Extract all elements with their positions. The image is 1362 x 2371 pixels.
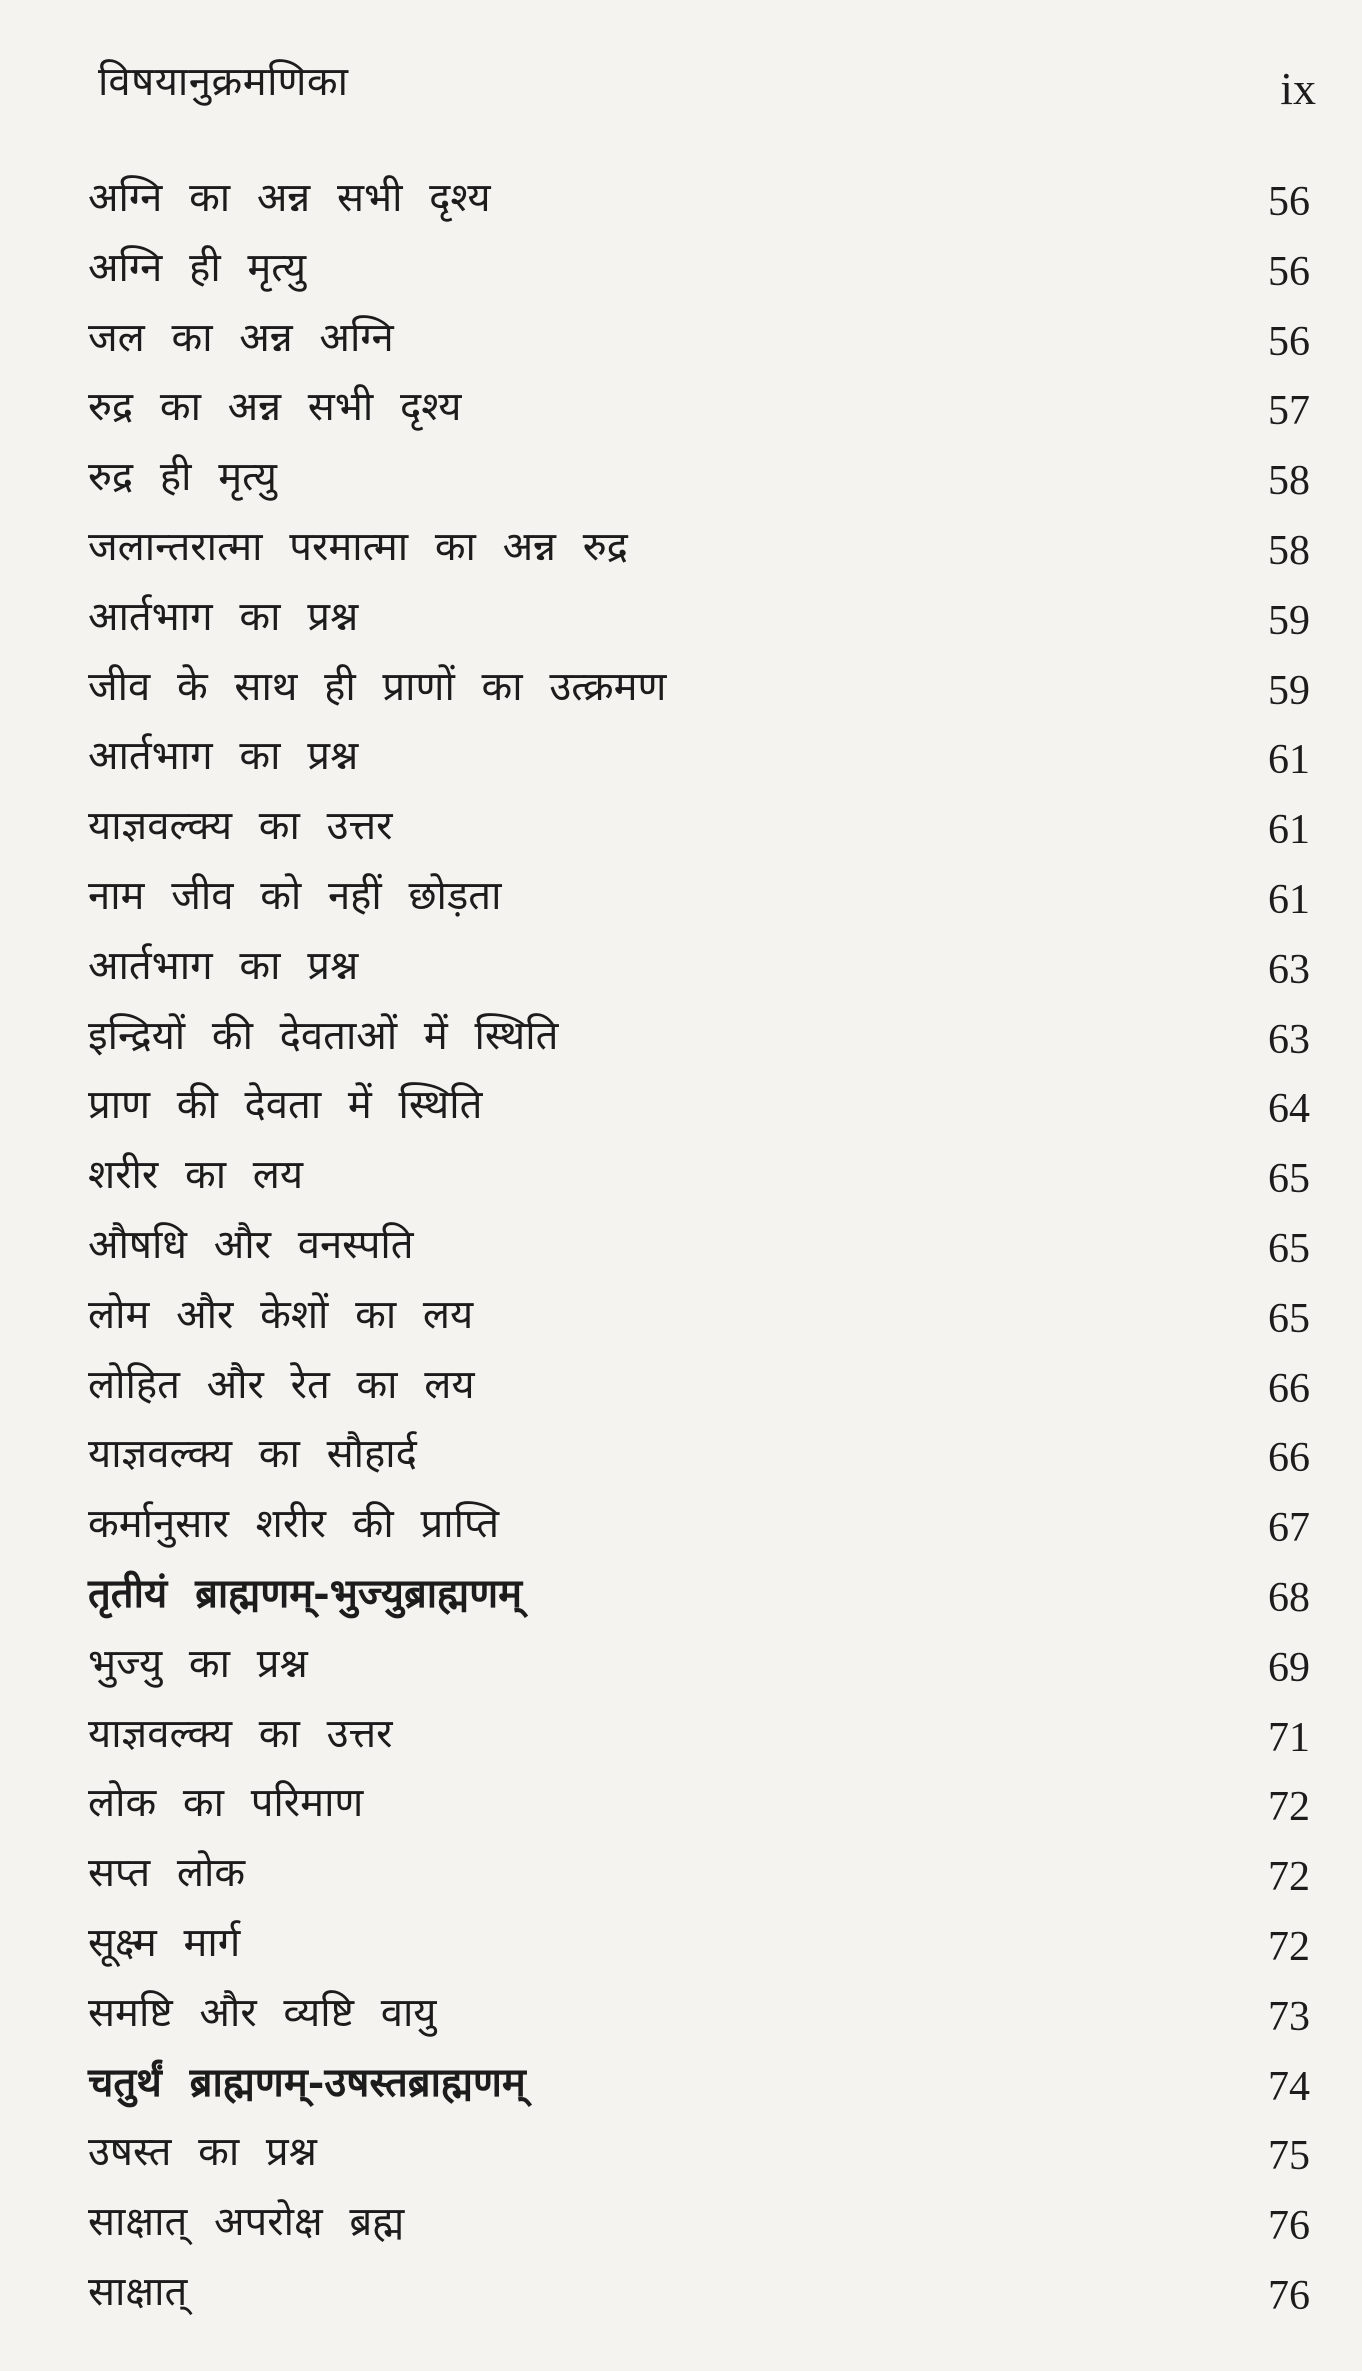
- toc-entry-page: 73: [1268, 1993, 1310, 2040]
- toc-entry-page: 56: [1268, 248, 1310, 295]
- toc-entry-page: 63: [1268, 1016, 1310, 1063]
- toc-entry-title: जीव के साथ ही प्राणों का उत्क्रमण: [88, 663, 667, 710]
- toc-entry: [88, 726, 1310, 796]
- toc-entry-title: भुज्यु का प्रश्न: [88, 1640, 308, 1687]
- toc-entry-page: 69: [1268, 1644, 1310, 1691]
- page-header-title: विषयानुक्रमणिका: [98, 59, 349, 105]
- toc-entry-title: अग्नि का अन्न सभी दृश्य: [88, 175, 491, 221]
- toc-entry-page: 56: [1268, 318, 1310, 365]
- toc-entry-title: नाम जीव को नहीं छोड़ता: [88, 872, 502, 919]
- toc-entry-title: रुद्र का अन्न सभी दृश्य: [88, 384, 462, 431]
- toc-entry-title: रुद्र ही मृत्यु: [88, 454, 277, 501]
- toc-section-heading: [88, 1564, 1310, 1634]
- toc-entry-title: याज्ञवल्क्य का उत्तर: [88, 1710, 393, 1757]
- toc-entry-page: 65: [1268, 1295, 1310, 1342]
- toc-entry-page: 64: [1268, 1086, 1310, 1133]
- toc-entry-page: 63: [1268, 946, 1310, 993]
- toc-entry: [88, 517, 1310, 587]
- toc-entry-title: सूक्ष्म मार्ग: [88, 1919, 241, 1966]
- toc-entry-title: लोम और केशों का लय: [88, 1291, 474, 1338]
- toc-entry: [88, 1704, 1310, 1774]
- toc-entry: [88, 1424, 1310, 1494]
- toc-entry: [88, 1634, 1310, 1704]
- toc-entry: [88, 2262, 1310, 2332]
- toc-entry-page: 74: [1268, 2063, 1310, 2110]
- toc-entry: [88, 1145, 1310, 1215]
- toc-entry-page: 71: [1268, 1714, 1310, 1761]
- toc-entry: [88, 866, 1310, 936]
- toc-entry: [88, 168, 1310, 238]
- toc-section-heading: [88, 2053, 1310, 2123]
- toc-entry: [88, 1983, 1310, 2053]
- toc-entry: [88, 1913, 1310, 1983]
- toc-entry-title: इन्द्रियों की देवताओं में स्थिति: [88, 1012, 559, 1059]
- toc-entry: [88, 796, 1310, 866]
- toc-entry-title: प्राण की देवता में स्थिति: [88, 1082, 483, 1129]
- toc-entry-title: साक्षात् अपरोक्ष ब्रह्म: [88, 2199, 405, 2246]
- toc-entry-page: 72: [1268, 1784, 1310, 1831]
- toc-entry-title: आर्तभाग का प्रश्न: [88, 593, 359, 640]
- toc-entry: [88, 308, 1310, 378]
- toc-entry-title: आर्तभाग का प्रश्न: [88, 942, 359, 989]
- toc-entry: [88, 1494, 1310, 1564]
- toc-entry-page: 58: [1268, 458, 1310, 505]
- toc-entry-page: 72: [1268, 1854, 1310, 1901]
- toc-entry-page: 66: [1268, 1365, 1310, 1412]
- toc-entry-page: 57: [1268, 388, 1310, 435]
- toc-entry-title: जलान्तरात्मा परमात्मा का अन्न रुद्र: [88, 523, 628, 570]
- toc-entry: [88, 936, 1310, 1006]
- toc-entry: [88, 2192, 1310, 2262]
- toc-entry: [88, 1843, 1310, 1913]
- toc-entry-page: 65: [1268, 1156, 1310, 1203]
- toc-entry-page: 61: [1268, 737, 1310, 784]
- toc-entry: [88, 1355, 1310, 1425]
- toc-entry-page: 58: [1268, 527, 1310, 574]
- toc-entry-page: 59: [1268, 667, 1310, 714]
- toc-entry: [88, 1215, 1310, 1285]
- toc-entry-title: याज्ञवल्क्य का सौहार्द: [88, 1431, 417, 1478]
- toc-entry-page: 75: [1268, 2133, 1310, 2180]
- toc-entry: [88, 1075, 1310, 1145]
- toc-entry: [88, 587, 1310, 657]
- toc-entry-page: 68: [1268, 1574, 1310, 1621]
- toc-entry: [88, 447, 1310, 517]
- toc-entry-page: 61: [1268, 876, 1310, 923]
- toc-entry-title: समष्टि और व्यष्टि वायु: [88, 1989, 437, 2036]
- toc-entry-title: तृतीयं ब्राह्मणम्-भुज्युब्राह्मणम्: [88, 1569, 523, 1617]
- toc-entry-title: शरीर का लय: [88, 1152, 304, 1199]
- toc-entry-title: आर्तभाग का प्रश्न: [88, 733, 359, 780]
- toc-entry-page: 65: [1268, 1225, 1310, 1272]
- toc-entry-page: 59: [1268, 597, 1310, 644]
- toc-entry-page: 72: [1268, 1923, 1310, 1970]
- toc-entry-page: 61: [1268, 807, 1310, 854]
- toc-entry-title: कर्मानुसार शरीर की प्राप्ति: [88, 1501, 500, 1548]
- toc-entry-title: लोक का परिमाण: [88, 1780, 364, 1827]
- toc-entry-title: सप्त लोक: [88, 1850, 246, 1897]
- toc-entry-title: औषधि और वनस्पति: [88, 1221, 414, 1268]
- toc-entry: [88, 2122, 1310, 2192]
- toc-entry: [88, 1285, 1310, 1355]
- toc-entry-title: अग्नि ही मृत्यु: [88, 244, 307, 291]
- toc-entry-page: 76: [1268, 2203, 1310, 2250]
- toc-entry: [88, 238, 1310, 308]
- toc-entry: [88, 657, 1310, 727]
- toc-entry-title: जल का अन्न अग्नि: [88, 314, 394, 361]
- toc-entry-page: 56: [1268, 179, 1310, 225]
- toc-entry-title: लोहित और रेत का लय: [88, 1361, 475, 1408]
- toc-entry: [88, 377, 1310, 447]
- toc-entry-page: 67: [1268, 1505, 1310, 1552]
- toc-entry-title: चतुर्थं ब्राह्मणम्-उषस्तब्राह्मणम्: [88, 2058, 526, 2106]
- toc-entry: [88, 1773, 1310, 1843]
- table-of-contents: [88, 168, 1310, 2332]
- toc-entry-title: याज्ञवल्क्य का उत्तर: [88, 803, 393, 850]
- toc-entry-page: 76: [1268, 2272, 1310, 2319]
- page-number: ix: [1280, 63, 1316, 114]
- toc-entry-title: साक्षात्: [88, 2268, 188, 2315]
- toc-entry-page: 66: [1268, 1435, 1310, 1482]
- toc-entry-title: उषस्त का प्रश्न: [88, 2129, 317, 2176]
- toc-entry: [88, 1006, 1310, 1076]
